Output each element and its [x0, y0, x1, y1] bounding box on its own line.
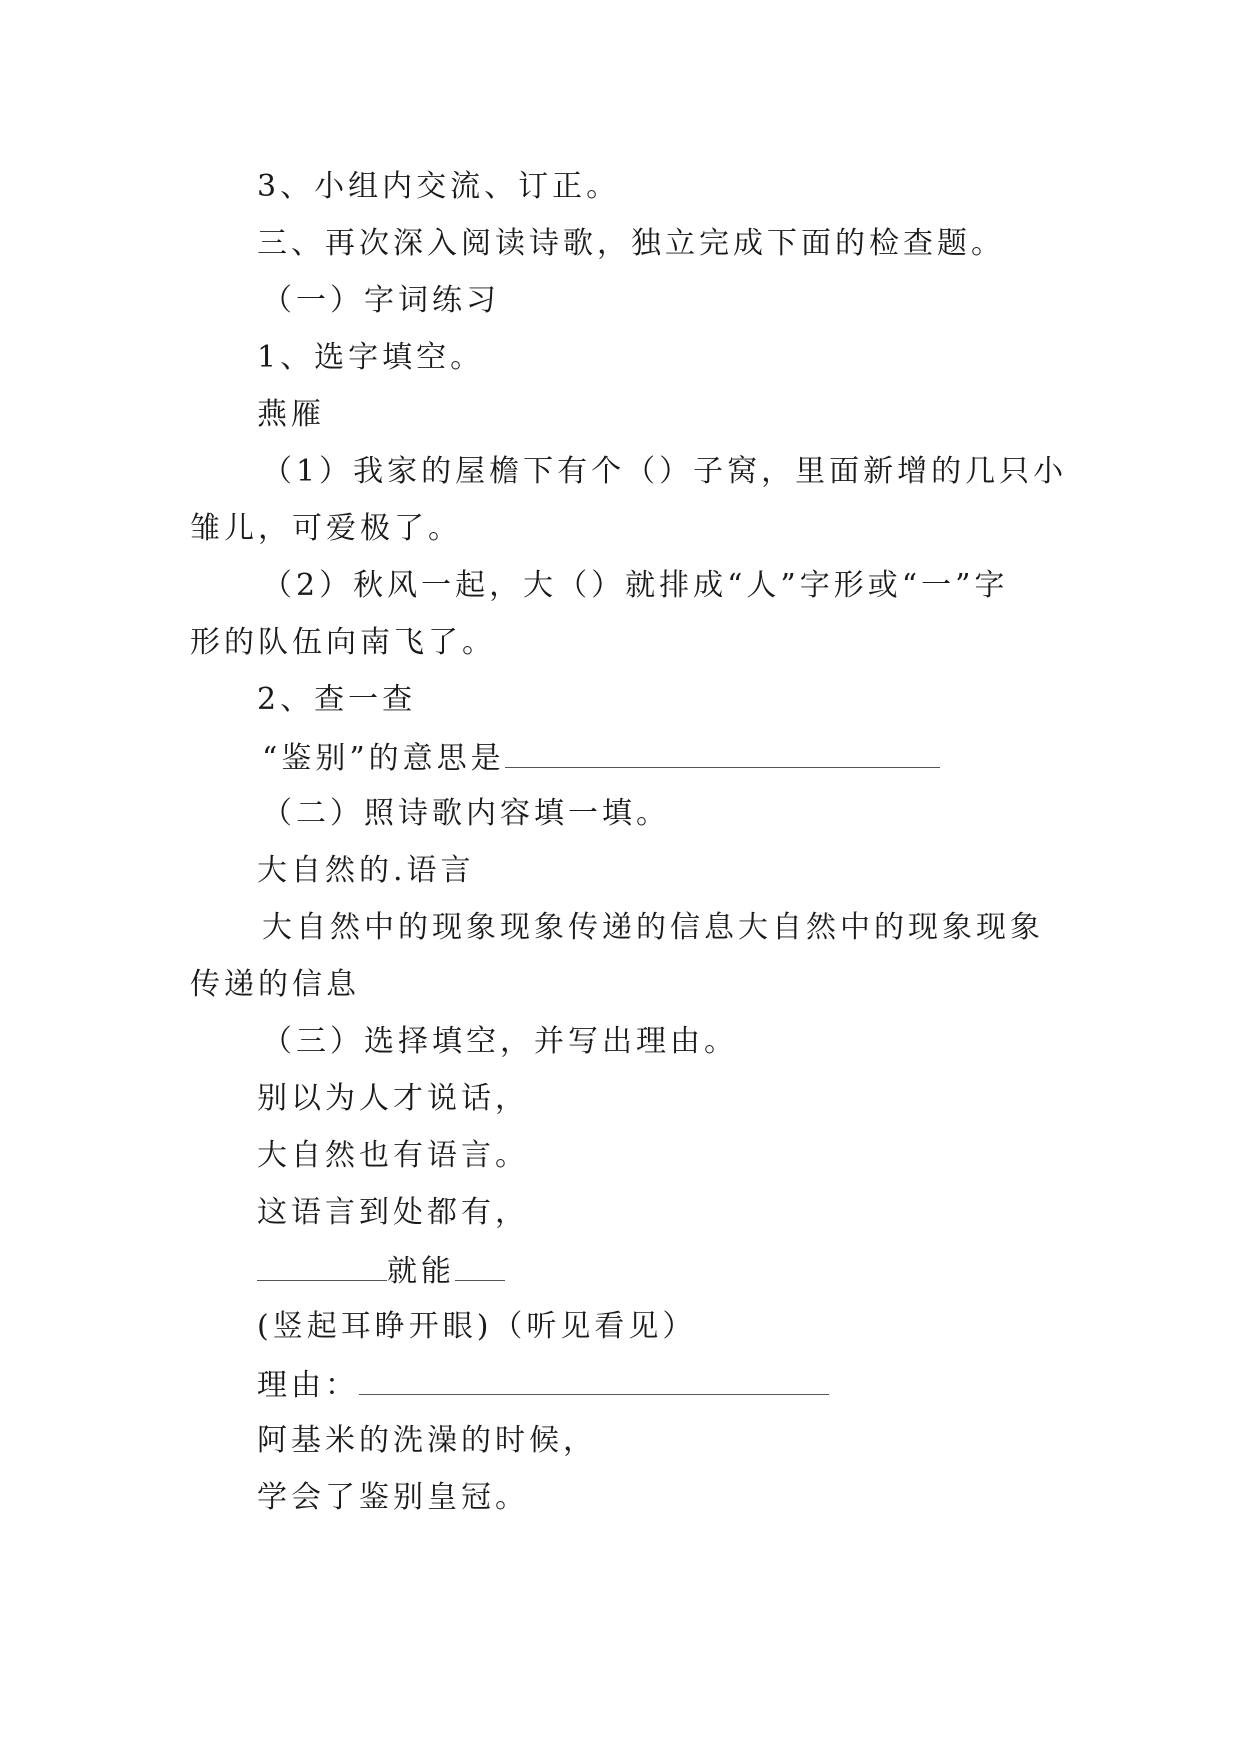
poem-line-1: 别以为人才说话，	[257, 1081, 529, 1116]
poem-line-3: 这语言到处都有，	[257, 1195, 529, 1230]
poem-line-5: 学会了鉴别皇冠。	[257, 1480, 529, 1515]
meaning-question	[262, 737, 940, 779]
table-headers-line-2: 传递的信息	[190, 967, 360, 1002]
meaning-label: “鉴别”的意思是	[262, 741, 505, 776]
reason-question	[257, 1364, 829, 1406]
fill-blank-1[interactable]	[257, 1250, 387, 1281]
poem-line-2: 大自然也有语言。	[257, 1138, 529, 1173]
reason-label: 理由：	[257, 1368, 359, 1403]
poem-fill-line	[257, 1250, 505, 1292]
question-2-title: 2、查一查	[257, 682, 417, 717]
choice-options: (竖起耳睁开眼)（听见看见）	[257, 1309, 697, 1344]
reason-answer-blank[interactable]	[359, 1364, 829, 1395]
sentence-1-line-1: （1）我家的屋檐下有个（）子窝，里面新增的几只小	[262, 454, 1068, 489]
table-title: 大自然的.语言	[257, 853, 475, 888]
subsection-2-heading: （二）照诗歌内容填一填。	[262, 796, 670, 831]
step-3-line: 3、小组内交流、订正。	[257, 169, 621, 204]
sentence-1-line-2: 雏儿，可爱极了。	[190, 511, 462, 546]
subsection-1-heading: （一）字词练习	[262, 283, 500, 318]
fill-blank-2[interactable]	[455, 1250, 505, 1281]
meaning-answer-blank[interactable]	[505, 737, 940, 768]
sentence-2-line-1: （2）秋风一起，大（）就排成“人”字形或“一”字	[262, 568, 1009, 603]
fill-connector: 就能	[387, 1254, 455, 1289]
section-3-heading: 三、再次深入阅读诗歌，独立完成下面的检查题。	[257, 226, 1005, 261]
character-options: 燕雁	[257, 397, 325, 432]
question-1-title: 1、选字填空。	[257, 340, 485, 375]
table-headers-line-1: 大自然中的现象现象传递的信息大自然中的现象现象	[262, 910, 1044, 945]
sentence-2-line-2: 形的队伍向南飞了。	[190, 625, 496, 660]
poem-line-4: 阿基米的洗澡的时候，	[257, 1423, 597, 1458]
subsection-3-heading: （三）选择填空，并写出理由。	[262, 1024, 738, 1059]
